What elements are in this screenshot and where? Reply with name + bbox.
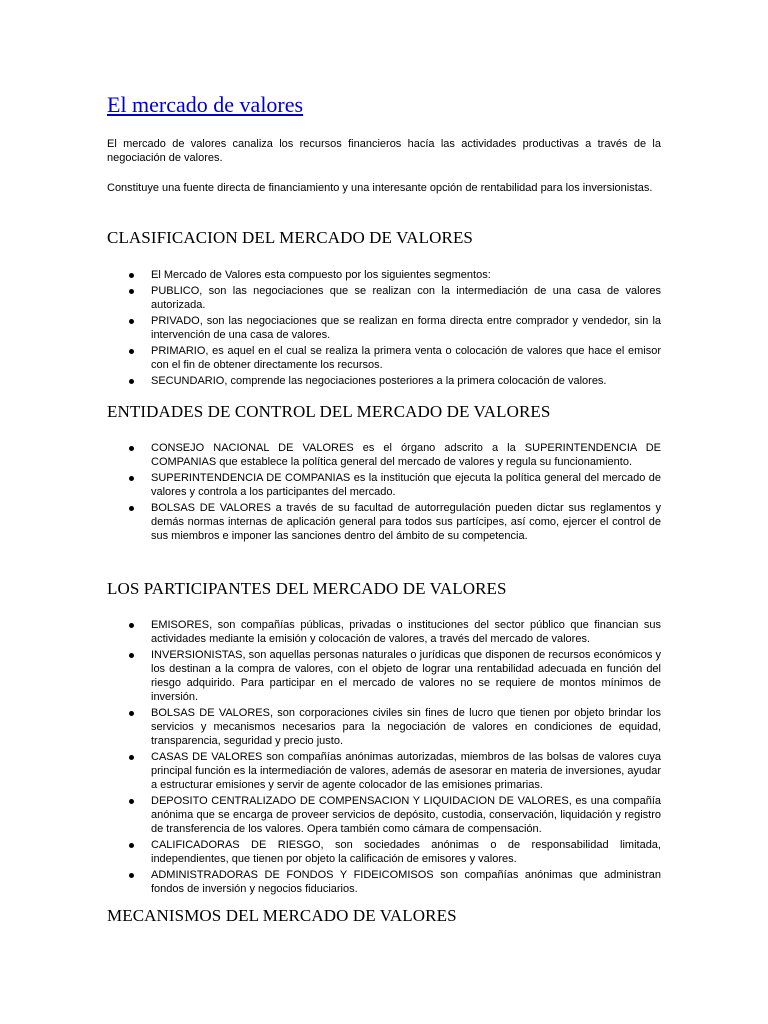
list-item [107, 374, 661, 388]
list-item-text: PRIVADO, son las negociaciones que se realizan en forma directa entre comprador y vendedor, sin la intervención de una casa de valores. [151, 315, 661, 341]
list-item-text: El Mercado de Valores esta compuesto por los siguientes segmentos: [151, 269, 491, 281]
section-heading-participantes: LOS PARTICIPANTES DEL MERCADO DE VALORES [107, 579, 507, 598]
participantes-list [107, 618, 661, 898]
bullet-icon [129, 755, 134, 760]
list-item [107, 618, 661, 646]
bullet-icon [129, 349, 134, 354]
list-item-text: EMISORES, son compañías públicas, privadas o instituciones del sector público que financian sus actividades mediante la emisión y colocación de valores, a través del mercado de valores. [151, 619, 661, 645]
list-item [107, 648, 661, 704]
list-item-text: SUPERINTENDENCIA DE COMPANIAS es la institución que ejecuta la política general del mercado de valores y controla a los participantes del mercado. [151, 472, 661, 498]
list-item [107, 868, 661, 896]
list-item-text: INVERSIONISTAS, son aquellas personas naturales o jurídicas que disponen de recursos económicos y los destinan a la compra de valores, con el objeto de lograr una rentabilidad adecuada en función del riesgo adquirido. Para participar en el mercado de valores no se requiere de montos mínimos de inversión. [151, 649, 661, 703]
list-item [107, 501, 661, 543]
bullet-icon [129, 653, 134, 658]
list-item [107, 471, 661, 499]
bullet-icon [129, 319, 134, 324]
bullet-icon [129, 843, 134, 848]
bullet-icon [129, 873, 134, 878]
list-item-text: ADMINISTRADORAS DE FONDOS Y FIDEICOMISOS son compañías anónimas que administran fondos de inversión y negocios fiduciarios. [151, 869, 661, 895]
list-item [107, 284, 661, 312]
section-heading-mecanismos: MECANISMOS DEL MERCADO DE VALORES [107, 906, 457, 925]
list-item-text: BOLSAS DE VALORES a través de su facultad de autorregulación pueden dictar sus reglamentos y demás normas internas de aplicación general para todos sus partícipes, así como, ejercer el control de sus miembros e imponer las sanciones dentro del ámbito de su competencia. [151, 502, 661, 542]
list-item [107, 344, 661, 372]
list-item-text: CONSEJO NACIONAL DE VALORES es el órgano adscrito a la SUPERINTENDENCIA DE COMPANIAS que establece la política general del mercado de valores y regula su funcionamiento. [151, 442, 661, 468]
intro-paragraph-1: El mercado de valores canaliza los recursos financieros hacía las actividades productivas a través de la negociación de valores. [107, 138, 661, 164]
bullet-icon [129, 711, 134, 716]
bullet-icon [129, 379, 134, 384]
bullet-icon [129, 476, 134, 481]
list-item-text: SECUNDARIO, comprende las negociaciones posteriores a la primera colocación de valores. [151, 375, 607, 387]
bullet-icon [129, 446, 134, 451]
list-item [107, 314, 661, 342]
intro-paragraph-2: Constituye una fuente directa de financiamiento y una interesante opción de rentabilidad para los inversionistas. [107, 182, 653, 194]
bullet-icon [129, 623, 134, 628]
bullet-icon [129, 273, 134, 278]
list-item [107, 706, 661, 748]
list-item-text: CASAS DE VALORES son compañías anónimas autorizadas, miembros de las bolsas de valores cuya principal función es la intermediación de valores, además de asesorar en materia de inversiones, ayudar a estructurar emisiones y servir de agente colocador de las emisiones primarias. [151, 751, 661, 791]
bullet-icon [129, 506, 134, 511]
section-heading-entidades: ENTIDADES DE CONTROL DEL MERCADO DE VALORES [107, 402, 551, 421]
list-item-text: BOLSAS DE VALORES, son corporaciones civiles sin fines de lucro que tienen por objeto brindar los servicios y mecanismos necesarios para la negociación de valores en condiciones de equidad, transparencia, seguridad y precio justo. [151, 707, 661, 747]
list-item [107, 750, 661, 792]
list-item-text: PUBLICO, son las negociaciones que se realizan con la intermediación de una casa de valores autorizada. [151, 285, 661, 311]
list-item-text: CALIFICADORAS DE RIESGO, son sociedades anónimas o de responsabilidad limitada, independientes, que tienen por objeto la calificación de emisores y valores. [151, 839, 661, 865]
document-title[interactable]: El mercado de valores [107, 92, 304, 117]
list-item [107, 794, 661, 836]
bullet-icon [129, 799, 134, 804]
entidades-list [107, 441, 661, 545]
list-item [107, 268, 661, 282]
list-item-text: PRIMARIO, es aquel en el cual se realiza la primera venta o colocación de valores que hace el emisor con el fin de obtener directamente los recursos. [151, 345, 661, 371]
list-item [107, 441, 661, 469]
list-item [107, 838, 661, 866]
list-item-text: DEPOSITO CENTRALIZADO DE COMPENSACION Y LIQUIDACION DE VALORES, es una compañía anónima que se encarga de proveer servicios de depósito, custodia, conservación, liquidación y registro de transferencia de los valores. Opera también como cámara de compensación. [151, 795, 661, 835]
section-heading-clasificacion: CLASIFICACION DEL MERCADO DE VALORES [107, 228, 473, 247]
bullet-icon [129, 289, 134, 294]
clasificacion-list [107, 268, 661, 390]
